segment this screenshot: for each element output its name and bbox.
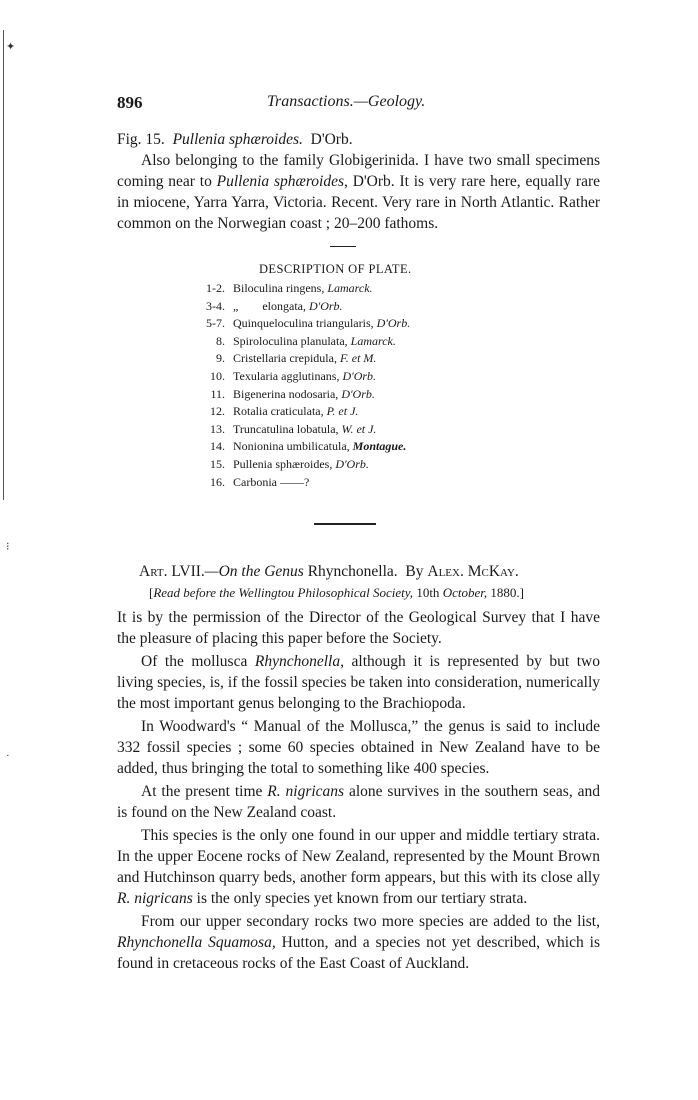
running-title: Transactions.—Geology. xyxy=(267,93,426,110)
fig15-author: D'Orb. xyxy=(310,131,353,148)
article-body xyxy=(117,607,600,974)
italic-run: Rhynchonella Squamosa, xyxy=(117,934,276,951)
italic-run: Rhynchonella, xyxy=(254,653,344,670)
section-rule xyxy=(314,523,376,525)
article-title xyxy=(139,563,519,581)
plate-item-name: Cristellaria crepidula, xyxy=(233,351,337,366)
text-run: although it is represented by but two living species, is, if the fossil species be taken into consideration, numerically the most important genus belonging to the Brachiopoda. xyxy=(117,653,600,712)
plate-item-name: Carbonia ——? xyxy=(233,474,310,489)
plate-item xyxy=(189,386,489,404)
note-month: October, xyxy=(442,585,488,600)
margin-mark: ⁝ xyxy=(6,541,10,553)
plate-item-author: D'Orb. xyxy=(376,316,411,331)
plate-item-author: D'Orb. xyxy=(308,298,343,313)
paragraph-2 xyxy=(117,651,600,714)
plate-item-author: D'Orb. xyxy=(342,368,377,383)
plate-item-name: Texularia agglutinans, xyxy=(233,368,340,383)
paragraph-6 xyxy=(117,911,600,974)
plate-item xyxy=(189,315,489,333)
paragraph-5 xyxy=(117,825,600,909)
plate-list xyxy=(189,280,489,491)
read-before-note xyxy=(149,585,524,601)
plate-item-author: F. et M. xyxy=(339,351,377,366)
text-run: alone survives in the southern seas, and is found on the New Zealand coast. xyxy=(117,783,600,821)
plate-item-num: 5-7. xyxy=(206,316,225,331)
plate-item xyxy=(189,438,489,456)
plate-title: DESCRIPTION OF PLATE. xyxy=(259,262,412,276)
page-number: 896 xyxy=(117,93,143,112)
plate-item-author: D'Orb. xyxy=(335,456,369,471)
plate-item-name: Quinqueloculina triangularis, xyxy=(233,316,374,331)
text-run: Also belonging to the family Globigerinida. I have two small specimens coming near to xyxy=(117,152,600,190)
note-text: Read before the Wellingtou Philosophical Society, xyxy=(153,585,414,600)
note-year: 1880.] xyxy=(490,585,524,600)
plate-item-num: 9. xyxy=(216,351,225,366)
plate-item-num: 13. xyxy=(210,421,225,436)
plate-item xyxy=(189,298,489,316)
plate-item-author: Montague. xyxy=(352,439,407,454)
article-by: By xyxy=(405,563,424,580)
plate-item xyxy=(189,403,489,421)
plate-item xyxy=(189,421,489,439)
paragraph-1: It is by the permission of the Director of the Geological Survey that I have the pleasure of placing this paper before the Society. xyxy=(117,609,600,647)
plate-item-author: W. et J. xyxy=(341,421,377,436)
plate-item-name: Truncatulina lobatula, xyxy=(233,421,339,436)
plate-item-num: 12. xyxy=(210,404,225,419)
fig15-section xyxy=(117,129,600,234)
binding-edge xyxy=(3,30,4,500)
plate-item-num: 11. xyxy=(210,386,225,401)
plate-item-name: Spiroloculina planulata, xyxy=(233,333,348,348)
plate-item-author: Lamarck. xyxy=(350,333,396,348)
plate-item-num: 8. xyxy=(216,333,225,348)
plate-item-author: P. et J. xyxy=(326,404,359,419)
article-title-italic: On the Genus xyxy=(218,563,304,580)
fig15-paragraph xyxy=(117,150,600,234)
italic-run: R. nigricans xyxy=(267,783,345,800)
plate-item-name: Bigenerina nodosaria, xyxy=(233,386,339,401)
short-rule xyxy=(330,246,356,247)
text-run: is the only species yet known from our tertiary strata. xyxy=(192,890,528,907)
plate-item-num: 3-4. xyxy=(206,298,225,313)
plate-item-name: „ elongata, xyxy=(233,298,306,313)
plate-item-num: 14. xyxy=(210,439,225,454)
margin-mark: · xyxy=(6,750,10,762)
plate-item-name: Nonionina umbilicatula, xyxy=(233,439,350,454)
plate-item-name: Rotalia craticulata, xyxy=(233,404,324,419)
text-run: , D'Orb. It is very rare here, equally rare in miocene, Yarra Yarra, Victoria. Recent. Very rare in North Atlantic. Rather common on the Norwegian coast ; 20–200 fathoms. xyxy=(117,173,600,232)
article-author: Alex. McKay. xyxy=(427,563,519,580)
plate-item xyxy=(189,456,489,474)
text-run: This species is the only one found in our upper and middle tertiary strata. In the upper Eocene rocks of New Zealand, represented by the Mount Brown and Hutchinson quarry beds, another form appears, but this with its close ally xyxy=(117,827,600,886)
text-run: Hutton, and a species not yet described, which is found in cretaceous rocks of the East Coast of Auckland. xyxy=(117,934,600,972)
plate-item-name: Pullenia sphæroides, xyxy=(233,456,333,471)
note-date: 10th xyxy=(416,585,440,600)
plate-item-num: 15. xyxy=(210,456,225,471)
page-header xyxy=(117,93,615,115)
bracket: [ xyxy=(149,585,154,600)
italic-run: R. nigricans xyxy=(117,890,193,907)
fig15-species: Pullenia sphæroides. xyxy=(172,131,303,148)
text-run: At the present time xyxy=(141,783,268,800)
plate-item-author: D'Orb. xyxy=(341,386,375,401)
plate-item xyxy=(189,368,489,386)
paragraph-4 xyxy=(117,781,600,823)
text-run: From our upper secondary rocks two more species are added to the list, xyxy=(141,913,600,930)
fig15-heading xyxy=(117,129,600,150)
title-dash: — xyxy=(204,563,219,580)
plate-item-num: 10. xyxy=(210,368,225,383)
plate-item xyxy=(189,350,489,368)
article-label: Art. LVII. xyxy=(139,563,205,580)
plate-item-author: Lamarck. xyxy=(327,281,373,295)
plate-item-num: 16. xyxy=(210,474,225,489)
plate-item-name: Biloculina ringens, xyxy=(233,281,325,295)
plate-item xyxy=(189,280,489,298)
fig15-label: Fig. 15. xyxy=(117,131,165,148)
plate-item-num: 1-2. xyxy=(206,281,225,295)
paragraph-3: In Woodward's “ Manual of the Mollusca,” the genus is said to include 332 fossil species ; some 60 species obtained in New Zealand have to be added, thus bringing the total to something like 400 species. xyxy=(117,718,600,777)
article-genus: Rhynchonella. xyxy=(307,563,398,580)
text-run: Of the mollusca xyxy=(141,653,255,670)
plate-item xyxy=(189,333,489,351)
margin-mark: ✦ xyxy=(6,41,16,53)
plate-item xyxy=(189,474,489,492)
italic-run: Pullenia sphæroides xyxy=(216,173,345,190)
